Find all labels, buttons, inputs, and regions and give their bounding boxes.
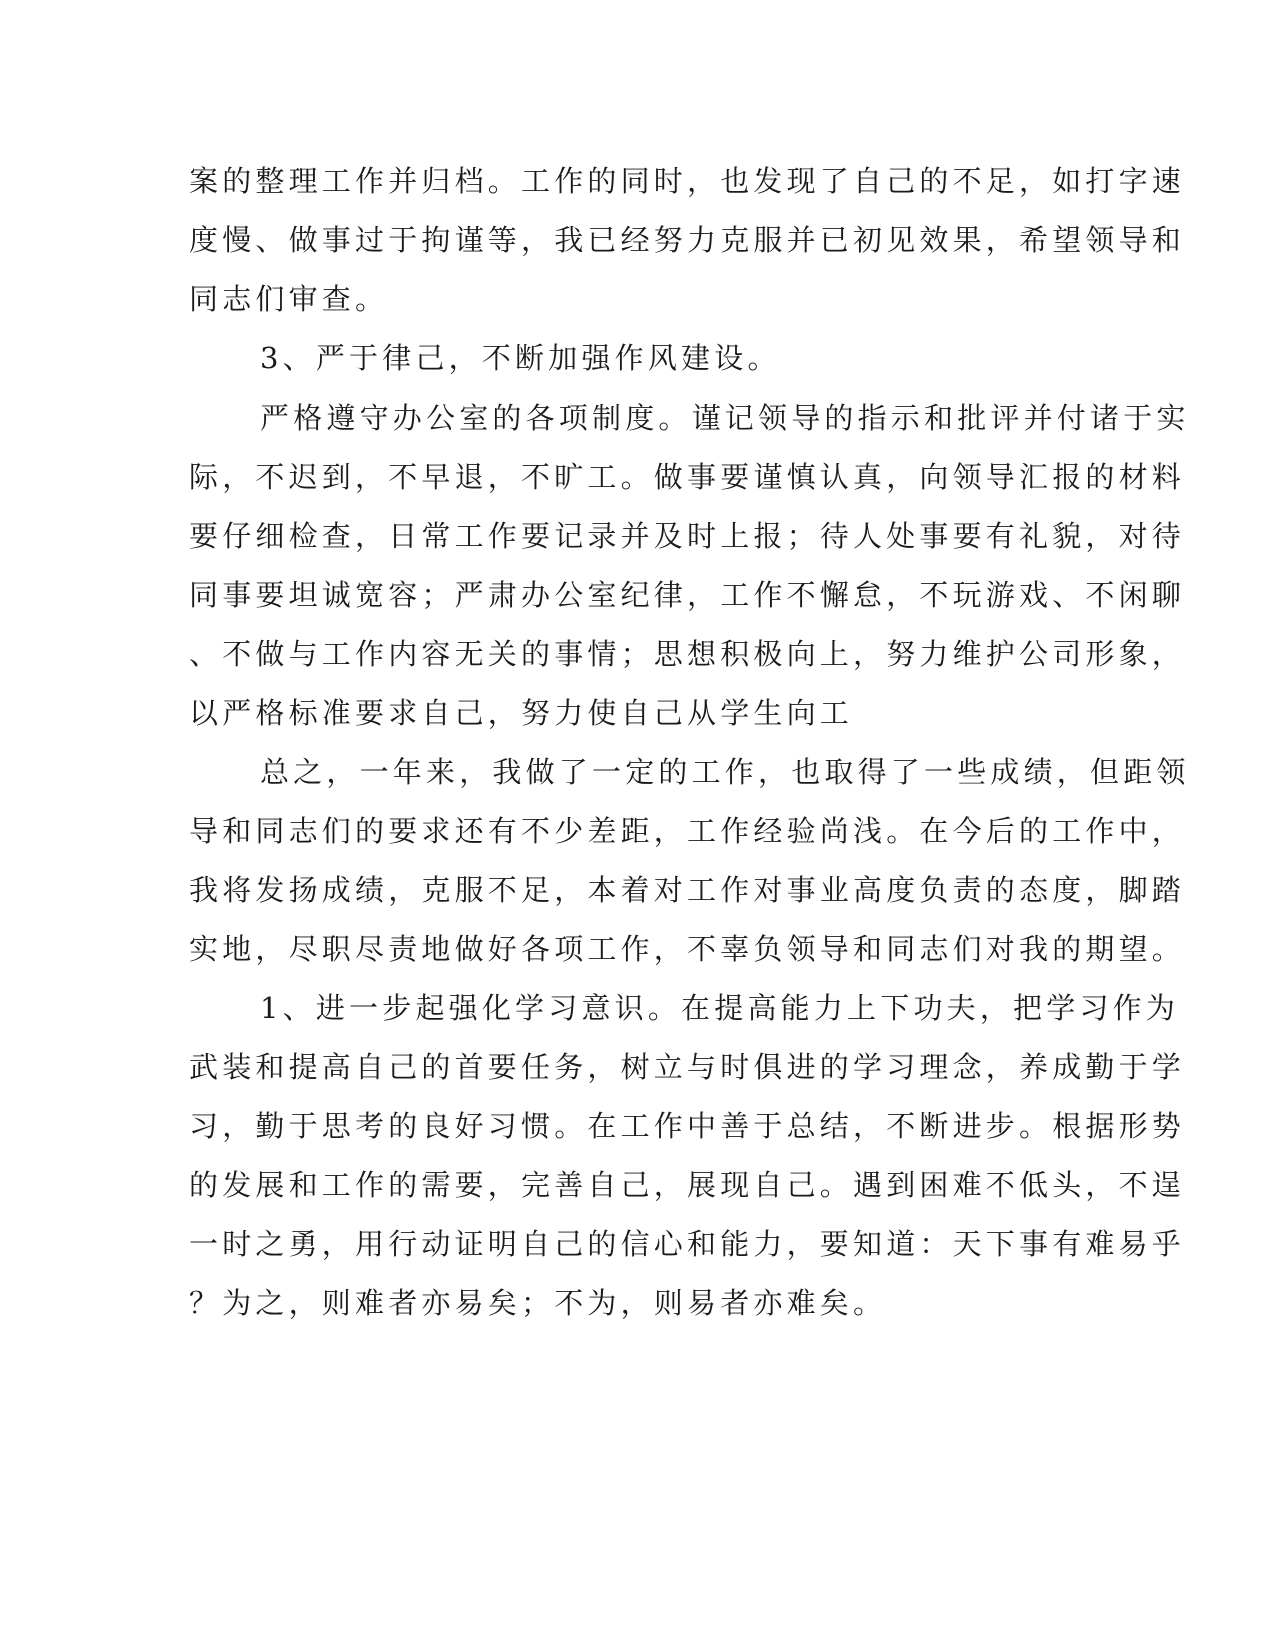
text-line: 要仔细检查，日常工作要记录并及时上报；待人处事要有礼貌，对待: [189, 519, 1186, 553]
text-line: 实地，尽职尽责地做好各项工作，不辜负领导和同志们对我的期望。: [189, 932, 1186, 966]
text-line: ？为之，则难者亦易矣；不为，则易者亦难矣。: [189, 1286, 887, 1320]
text-line: 的发展和工作的需要，完善自己，展现自己。遇到困难不低头，不逞: [189, 1168, 1186, 1202]
text-line: 同事要坦诚宽容；严肃办公室纪律，工作不懈怠，不玩游戏、不闲聊: [189, 578, 1186, 612]
text-line: 武装和提高自己的首要任务，树立与时俱进的学习理念，养成勤于学: [189, 1050, 1186, 1084]
text-line: 以严格标准要求自己，努力使自己从学生向工: [189, 696, 854, 730]
text-line: 度慢、做事过于拘谨等，我已经努力克服并已初见效果，希望领导和: [189, 223, 1186, 257]
text-line: 案的整理工作并归档。工作的同时，也发现了自己的不足，如打字速: [189, 164, 1186, 198]
text-line: 际，不迟到，不早退，不旷工。做事要谨慎认真，向领导汇报的材料: [189, 460, 1186, 494]
text-line: 总之，一年来，我做了一定的工作，也取得了一些成绩，但距领: [260, 755, 1190, 789]
text-line: 导和同志们的要求还有不少差距，工作经验尚浅。在今后的工作中，: [189, 814, 1186, 848]
section-heading: 3、严于律己，不断加强作风建设。: [260, 341, 781, 375]
text-line: 我将发扬成绩，克服不足，本着对工作对事业高度负责的态度，脚踏: [189, 873, 1186, 907]
text-line: 一时之勇，用行动证明自己的信心和能力，要知道：天下事有难易乎: [189, 1227, 1186, 1261]
section-heading: 1、进一步起强化学习意识。在提高能力上下功夫，把学习作为: [260, 991, 1180, 1025]
text-line: 严格遵守办公室的各项制度。谨记领导的指示和批评并付诸于实: [260, 401, 1190, 435]
text-line: 同志们审查。: [189, 282, 389, 316]
text-line: 、不做与工作内容无关的事情；思想积极向上，努力维护公司形象，: [189, 637, 1186, 671]
text-line: 习，勤于思考的良好习惯。在工作中善于总结，不断进步。根据形势: [189, 1109, 1186, 1143]
